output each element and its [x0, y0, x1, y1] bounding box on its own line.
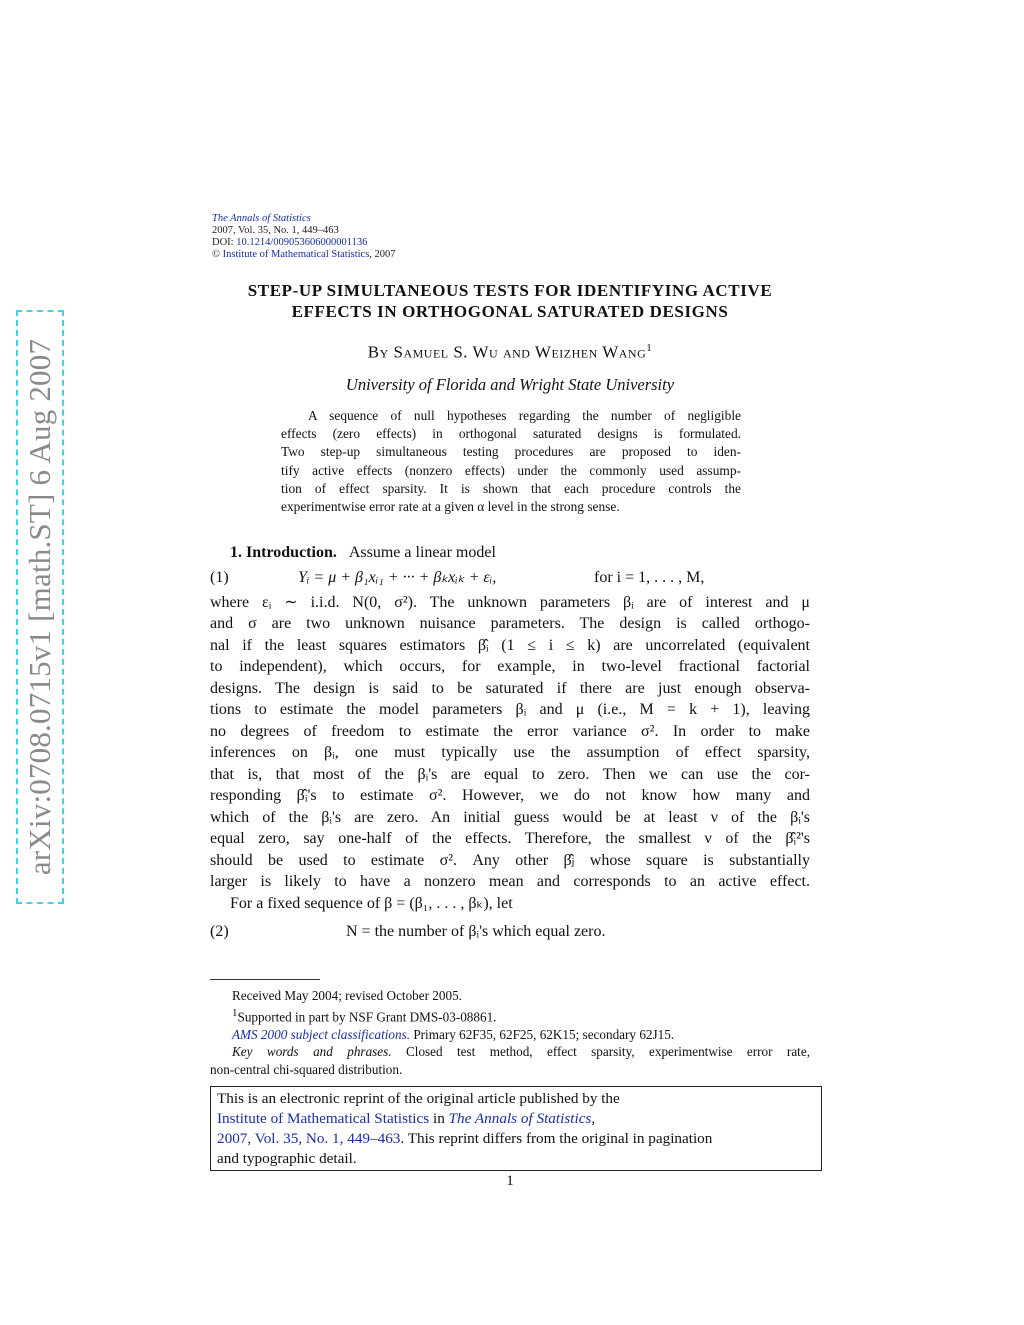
volume-line: 2007, Vol. 35, No. 1, 449–463	[212, 225, 339, 236]
abstract-line: tify active effects (nonzero effects) under the commonly used assump-	[281, 462, 741, 478]
paragraph-line: and σ are two unknown nuisance parameters. The design is called orthogo-	[210, 615, 810, 632]
arxiv-identifier[interactable]: arXiv:0708.0715v1 [math.ST] 6 Aug 2007	[22, 338, 57, 876]
paragraph-line: where εᵢ ∼ i.i.d. N(0, σ²). The unknown parameters βᵢ are of interest and μ	[210, 593, 810, 611]
author-names: By Samuel S. Wu and Weizhen Wang	[367, 342, 647, 362]
equation-condition: for i = 1, . . . , M,	[594, 568, 705, 586]
ams-classification-link[interactable]: AMS 2000 subject classifications.	[232, 1026, 411, 1042]
paragraph-line: designs. The design is said to be saturated if there are just enough observa-	[210, 679, 810, 697]
keywords-label: Key words and phrases.	[232, 1044, 392, 1060]
paragraph-line: to independent), which occurs, for example, in two-level fractional factorial	[210, 658, 810, 675]
copyright-line	[212, 249, 612, 261]
paragraph-line: responding β̂ᵢ's to estimate σ². However, we do not know how many and	[210, 787, 810, 804]
abstract-line: experimentwise error rate at a given α level in the strong sense.	[281, 499, 620, 515]
equation-number: (2)	[210, 923, 229, 940]
support-text: Supported in part by NSF Grant DMS-03-08861.	[237, 1008, 497, 1024]
keywords-text: Closed test method, effect sparsity, experimentwise error rate,	[391, 1044, 810, 1060]
section-lead: Assume a linear model	[348, 544, 496, 561]
abstract-line: effects (zero effects) in orthogonal saturated designs is formulated.	[281, 426, 741, 442]
ams-classification	[210, 1026, 810, 1044]
support-mark: 1	[232, 1006, 238, 1019]
journal-link[interactable]: The Annals of Statistics	[448, 1110, 592, 1127]
received-note: Received May 2004; revised October 2005.	[232, 988, 462, 1003]
page-number: 1	[506, 1173, 514, 1189]
reprint-line	[217, 1129, 815, 1149]
abstract-line: A sequence of null hypotheses regarding the number of negligible	[308, 408, 741, 423]
footnote-divider	[210, 979, 320, 980]
paragraph-line: should be used to estimate σ². Any other β̂ⱼ whose square is substantially	[210, 851, 810, 869]
equation-1	[210, 564, 810, 592]
copyright-year: , 2007	[369, 249, 396, 260]
ims-link[interactable]: Institute of Mathematical Statistics	[222, 249, 370, 260]
paragraph-line: no degrees of freedom to estimate the error variance σ². In order to make	[210, 722, 810, 740]
journal-header	[212, 213, 612, 261]
arxiv-stamp	[16, 310, 64, 904]
reprint-comma: ,	[591, 1110, 596, 1127]
paragraph-line: inferences on βᵢ, one must typically use the assumption of effect sparsity,	[210, 744, 810, 761]
doi-link[interactable]: 10.1214/009053606000001136	[236, 237, 368, 248]
journal-name-link[interactable]: The Annals of Statistics	[212, 213, 311, 224]
paragraph-line: nal if the least squares estimators β̂ᵢ (1 ≤ i ≤ k) are uncorrelated (equivalent	[210, 636, 810, 654]
keywords-line	[210, 1043, 810, 1061]
reprint-rest: . This reprint differs from the original in pagination	[400, 1130, 713, 1147]
author-line	[210, 342, 810, 363]
support-note	[210, 1005, 810, 1026]
affiliation: University of Florida and Wright State University	[345, 375, 675, 394]
keywords-line: non-central chi-squared distribution.	[210, 1061, 403, 1077]
reprint-line	[217, 1109, 815, 1129]
citation-link[interactable]: 2007, Vol. 35, No. 1, 449–463	[217, 1130, 401, 1147]
equation-number: (1)	[210, 568, 229, 586]
reprint-in: in	[429, 1110, 449, 1127]
title-line-2: EFFECTS IN ORTHOGONAL SATURATED DESIGNS	[291, 302, 729, 321]
author-footnote-mark: 1	[646, 342, 653, 354]
copyright-icon: ©	[212, 249, 220, 260]
ams-codes: Primary 62F35, 62F25, 62K15; secondary 62J15.	[410, 1026, 675, 1042]
equation-expression: N = the number of βᵢ's which equal zero.	[346, 923, 606, 940]
equation-2	[210, 918, 810, 946]
title-line-1: STEP-UP SIMULTANEOUS TESTS FOR IDENTIFYING ACTIVE	[247, 281, 773, 300]
abstract-line: Two step-up simultaneous testing procedures are proposed to iden-	[281, 444, 741, 460]
equation-expression: Yᵢ = μ + β₁xᵢ₁ + ··· + βₖxᵢₖ + εᵢ,	[298, 568, 497, 586]
reprint-notice	[210, 1086, 822, 1171]
doi-label: DOI:	[212, 237, 237, 248]
doi-line	[212, 237, 612, 249]
paragraph-line: larger is likely to have a nonzero mean and corresponds to an active effect.	[210, 873, 810, 890]
section-heading: 1. Introduction.	[230, 544, 337, 561]
reprint-line: This is an electronic reprint of the original article published by the	[217, 1090, 620, 1107]
body-text	[210, 542, 810, 946]
paper-title	[210, 280, 810, 322]
paragraph-line: For a fixed sequence of β = (β₁, . . . , βₖ), let	[230, 894, 513, 912]
paragraph-line: equal zero, say one-half of the effects. Therefore, the smallest ν of the β̂ᵢ²'s	[210, 830, 810, 847]
ims-link[interactable]: Institute of Mathematical Statistics	[217, 1110, 430, 1127]
paragraph-line: tions to estimate the model parameters βᵢ and μ (i.e., M = k + 1), leaving	[210, 701, 810, 718]
paragraph-line: that is, that most of the βᵢ's are equal to zero. Then we can use the cor-	[210, 765, 810, 783]
section-intro	[210, 542, 810, 564]
abstract	[281, 407, 741, 516]
abstract-line: tion of effect sparsity. It is shown that each procedure controls the	[281, 480, 741, 496]
paragraph-line: which of the βᵢ's are zero. An initial guess would be at least ν of the βᵢ's	[210, 808, 810, 826]
footnotes	[210, 987, 810, 1078]
reprint-line: and typographic detail.	[217, 1150, 357, 1167]
